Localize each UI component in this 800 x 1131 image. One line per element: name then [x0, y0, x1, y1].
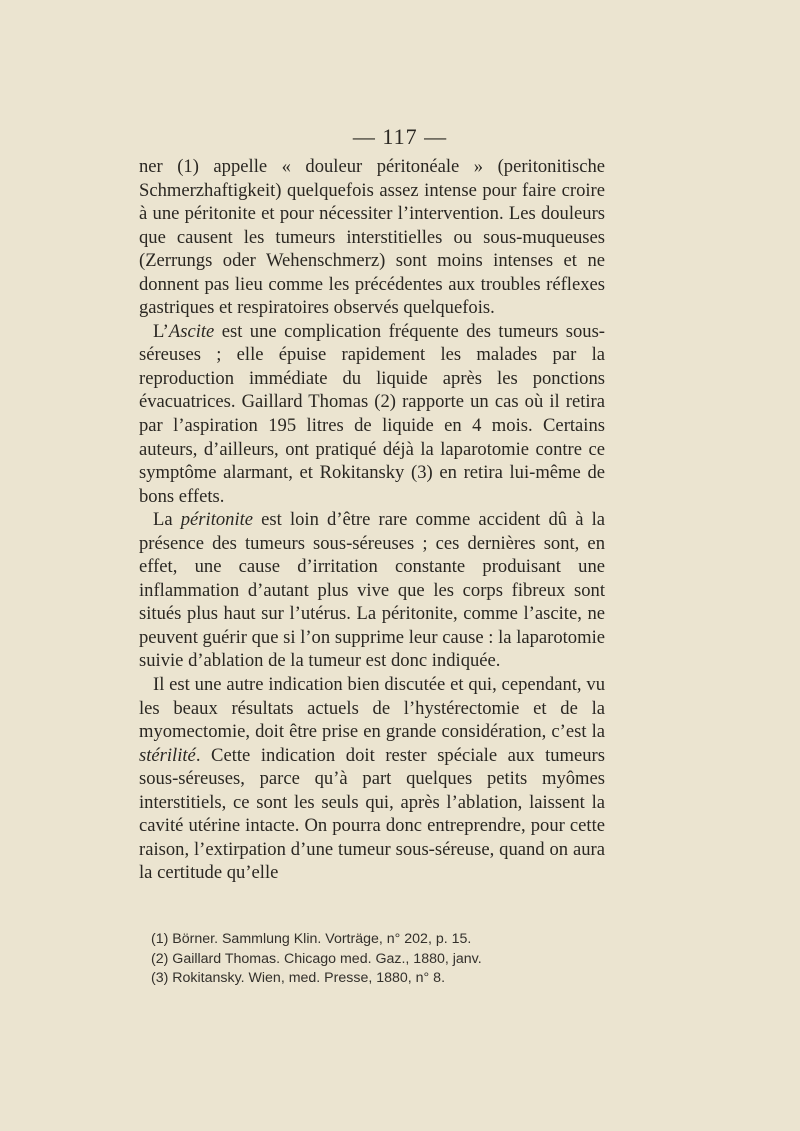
footnote-2: (2) Gaillard Thomas. Chicago med. Gaz., 1880, janv. — [151, 950, 482, 967]
paragraph-1: ner (1) appelle « douleur péritonéale » (peritonitische Schmerzhaftigkeit) quelquefois assez intense pour faire croire à une péritonite et pour nécessiter l’intervention. Les douleurs que causent les tumeurs interstitielles ou sous-muqueuses (Zerrungs oder Wehenschmerz) sont moins intenses et ne donnent pas lieu comme les précédentes aux troubles réflexes gastriques et respiratoires observés quelquefois. — [139, 156, 605, 319]
term-ascite: Ascite — [168, 320, 215, 342]
paragraph-4-lead: Il est une autre indication bien discutée et qui, cependant, vu les beaux résultats actuels de l’hystérectomie et de la myomectomie, doit être prise en grande considération, c’est la — [139, 674, 605, 743]
footnotes — [151, 930, 611, 989]
term-sterilite: stérilité — [139, 744, 196, 766]
paragraph-4-text: . Cette indication doit rester spéciale aux tumeurs sous-séreuses, parce qu’à part quelques petits myômes interstitiels, ce sont les seuls qui, après l’ablation, laissent la cavité utérine intacte. On pourra donc entreprendre, pour cette raison, l’extirpation d’une tumeur sous-séreuse, quand on aura la certitude qu’elle — [139, 744, 605, 884]
page-number: — 117 — — [352, 124, 448, 149]
paragraph-2 — [139, 320, 605, 508]
paragraph-2-text: est une complication fréquente des tumeurs sous-séreuses ; elle épuise rapidement les malades par la reproduction immédiate du liquide après les ponctions évacuatrices. Gaillard Thomas (2) rapporte un cas où il retira par l’aspiration 195 litres de liquide en 4 mois. Certains auteurs, d’ailleurs, ont pratiqué déjà la laparotomie contre ce symptôme alarmant, et Rokitansky (3) en retira lui-même de bons effets. — [139, 320, 605, 507]
body-text — [139, 155, 605, 885]
paragraph-2-lead: L’ — [153, 320, 169, 342]
paragraph-3-text: est loin d’être rare comme accident dû à la présence des tumeurs sous-séreuses ; ces dernières sont, en effet, une cause d’irritation constante produisant une inflammation d’autant plus vive que les corps fibreux sont situés plus haut sur l’utérus. La péritonite, comme l’ascite, ne peuvent guérir que si l’on supprime leur cause : la laparotomie suivie d’ablation de la tumeur est donc indiquée. — [139, 509, 605, 672]
footnote-1: (1) Börner. Sammlung Klin. Vorträge, n° 202, p. 15. — [151, 931, 472, 947]
paragraph-3-lead: La — [153, 509, 181, 531]
paragraph-4 — [139, 673, 605, 885]
footnote-3: (3) Rokitansky. Wien, med. Presse, 1880, n° 8. — [151, 970, 446, 986]
paragraph-3 — [139, 508, 605, 673]
term-peritonite: péritonite — [180, 509, 254, 531]
